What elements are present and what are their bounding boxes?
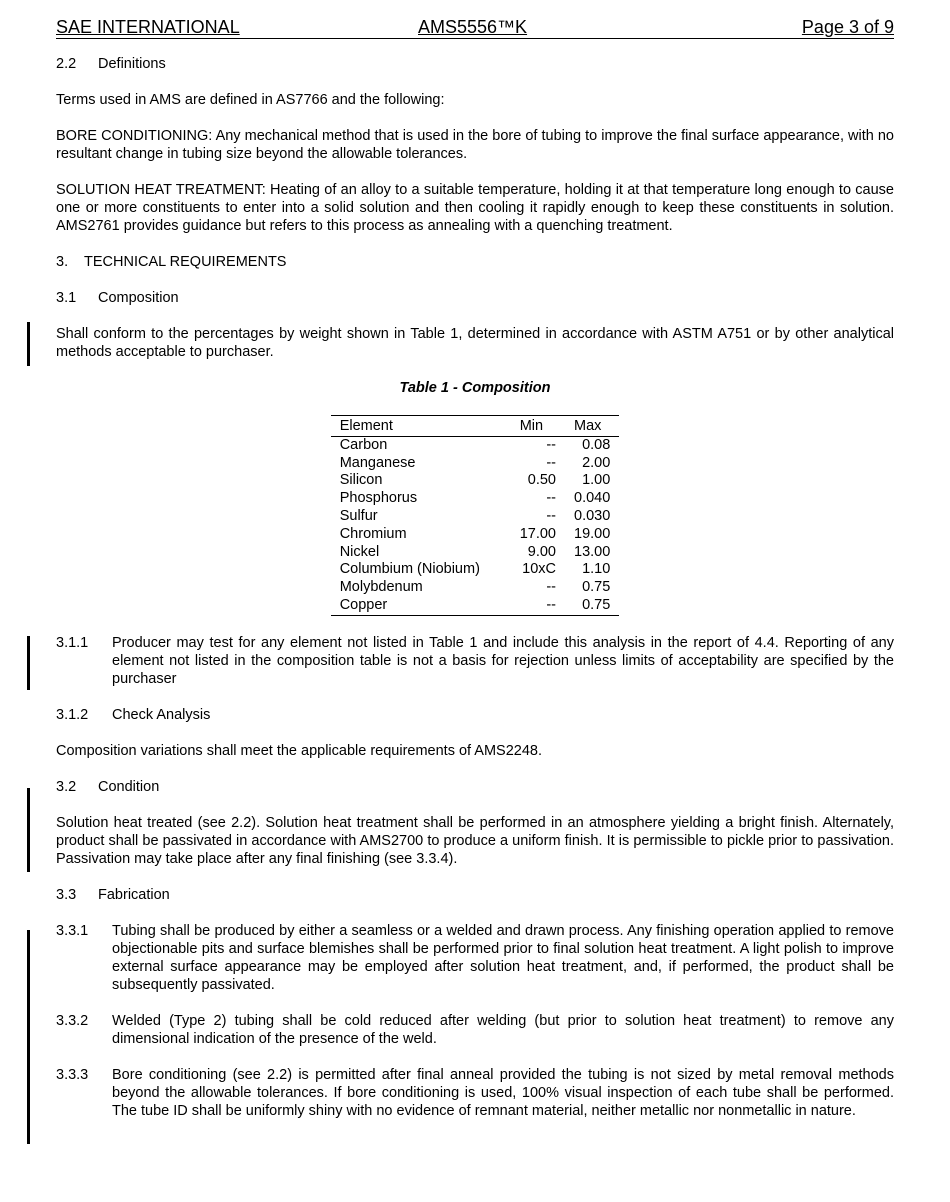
min-cell: 0.50 (527, 472, 556, 489)
section-3-3-heading (56, 886, 894, 904)
max-cell: 1.00 (582, 472, 611, 489)
section-number: 3.1.2 (56, 706, 89, 723)
section-number: 3.3 (56, 886, 77, 903)
section-title: Condition (98, 778, 160, 795)
composition-paragraph: Shall conform to the percentages by weight shown in Table 1, determined in accordance with ASTM A751 or by other analytical methods acceptable to purchaser. (56, 326, 894, 360)
column-header-element: Element (331, 416, 511, 437)
element-cell: Nickel (339, 543, 380, 560)
change-bar-3-1-1 (27, 636, 30, 690)
composition-table (331, 415, 620, 616)
section-3-1-2-heading (56, 706, 894, 724)
section-3-2-heading (56, 778, 894, 796)
condition-paragraph: Solution heat treated (see 2.2). Solution heat treatment shall be performed in an atmosphere yielding a bright finish. Alternately, product shall be passivated in accordance with AMS2700 to produce a uniform finish. It is permissible to pickle prior to passivation. Passivation may take place after any final finishing (see 3.3.4). (56, 814, 894, 867)
header-page-number: Page 3 of 9 (801, 17, 894, 37)
change-bar-3-2 (27, 788, 30, 872)
table-row (331, 561, 620, 579)
table-row (331, 472, 620, 490)
element-cell: Silicon (339, 472, 383, 489)
section-text: Producer may test for any element not listed in Table 1 and include this analysis in the report of 4.4. Reporting of any element not listed in the composition table is not a basis for rejection unless limits of acceptability are specified by the purchaser (112, 634, 894, 687)
section-number: 3.3.3 (56, 1066, 89, 1083)
section-3-1-heading (56, 289, 894, 307)
max-cell: 1.10 (582, 561, 611, 578)
min-cell: 9.00 (527, 543, 556, 560)
max-cell: 2.00 (582, 454, 611, 471)
section-number: 3. (56, 254, 69, 270)
section-number: 3.3.2 (56, 1012, 89, 1029)
max-cell: 0.75 (582, 579, 611, 596)
table-row (331, 436, 620, 454)
header-organization: SAE INTERNATIONAL (56, 17, 240, 37)
element-cell: Sulfur (339, 507, 378, 524)
section-number: 3.2 (56, 778, 77, 795)
min-cell: 10xC (522, 561, 556, 578)
document-body (56, 55, 894, 1120)
section-text: Tubing shall be produced by either a seamless or a welded and drawn process. Any finishing operation applied to remove objectionable pits and surface blemishes shall be performed prior to final solution heat treatment. A light polish to improve external surface appearance may be employed after solution heat treatment, and, if performed, the product shall be subsequently passivated. (112, 922, 894, 993)
terms-intro: Terms used in AMS are defined in AS7766 and the following: (56, 92, 445, 108)
max-cell: 0.08 (582, 436, 611, 453)
section-title: Check Analysis (112, 706, 211, 723)
min-cell: -- (511, 597, 565, 615)
element-cell: Carbon (339, 436, 388, 453)
table-row (331, 597, 620, 615)
section-3-heading (56, 253, 894, 271)
min-cell: -- (546, 454, 556, 471)
column-header-min: Min (511, 416, 565, 437)
section-3-3-1 (56, 922, 894, 994)
section-text: Bore conditioning (see 2.2) is permitted after final anneal provided the tubing is not sized by metal removal methods beyond the allowable tolerances. If bore conditioning is used, 100% visual inspection of each tube shall be performed. The tube ID shall be uniformly shiny with no evidence of remnant material, neither metallic nor nonmetallic in nature. (112, 1066, 894, 1119)
element-cell: Columbium (Niobium) (339, 561, 480, 578)
bore-conditioning-definition: BORE CONDITIONING: Any mechanical method that is used in the bore of tubing to improve the final surface appearance, with no resultant change in tubing size beyond the allowable tolerances. (56, 128, 894, 162)
max-cell: 19.00 (574, 525, 611, 542)
table-row (331, 579, 620, 597)
table-row (331, 508, 620, 526)
solution-heat-treatment-definition: SOLUTION HEAT TREATMENT: Heating of an alloy to a suitable temperature, holding it at that temperature long enough to cause one or more constituents to enter into a solid solution and then cooling it rapidly enough to keep these constituents in solution. AMS2761 provides guidance but refers to this process as annealing with a quenching treatment. (56, 182, 894, 234)
section-3-1-1 (56, 634, 894, 688)
min-cell: 17.00 (519, 525, 556, 542)
section-title: Composition (98, 290, 179, 306)
page-header (56, 16, 894, 39)
table-row (331, 526, 620, 544)
element-cell: Copper (331, 597, 511, 615)
element-cell: Phosphorus (339, 490, 418, 507)
column-header-max: Max (565, 416, 619, 437)
element-cell: Molybdenum (339, 579, 423, 596)
table-row (331, 490, 620, 508)
max-cell: 13.00 (574, 543, 611, 560)
max-cell: 0.040 (574, 490, 611, 507)
table-row (331, 544, 620, 562)
section-number: 2.2 (56, 56, 77, 72)
change-bar-3-1 (27, 322, 30, 366)
max-cell: 0.030 (574, 507, 611, 524)
element-cell: Chromium (339, 525, 407, 542)
check-analysis-paragraph: Composition variations shall meet the applicable requirements of AMS2248. (56, 742, 543, 759)
element-cell: Manganese (339, 454, 416, 471)
max-cell: 0.75 (565, 597, 619, 615)
section-2-2-heading (56, 55, 894, 73)
table-1-title: Table 1 - Composition (399, 380, 551, 396)
table-header-row (331, 416, 620, 437)
table-row (331, 455, 620, 473)
section-number: 3.3.1 (56, 922, 89, 939)
change-bar-3-3 (27, 930, 30, 1144)
min-cell: -- (546, 436, 556, 453)
section-3-3-2 (56, 1012, 894, 1048)
min-cell: -- (546, 579, 556, 596)
section-title: Definitions (98, 56, 166, 72)
section-number: 3.1 (56, 290, 77, 306)
header-document-number: AMS5556™K (418, 17, 528, 37)
min-cell: -- (546, 507, 556, 524)
section-title: Fabrication (98, 886, 170, 903)
section-3-3-3 (56, 1066, 894, 1120)
section-text: Welded (Type 2) tubing shall be cold reduced after welding (but prior to solution heat treatment) to remove any dimensional indication of the presence of the weld. (112, 1012, 894, 1047)
section-number: 3.1.1 (56, 634, 89, 651)
section-title: TECHNICAL REQUIREMENTS (84, 254, 287, 270)
min-cell: -- (546, 490, 556, 507)
